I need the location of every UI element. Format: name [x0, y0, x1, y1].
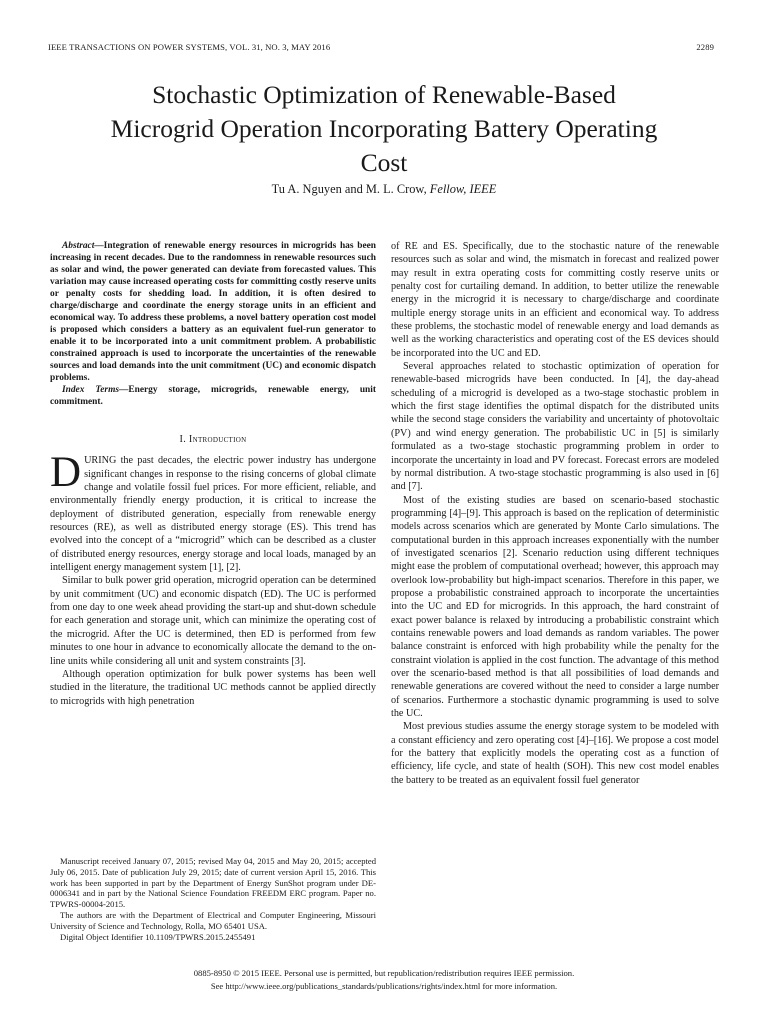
index-terms-text: —Energy storage, microgrids, renewable energy, unit commitment.: [50, 385, 376, 407]
index-terms: [50, 384, 376, 408]
right-paragraph-continued: of RE and ES. Specifically, due to the stochastic nature of the renewable resources such as solar and wind, the mismatch in forecast and realized power may result in extra operating costs for committing costly reserve units or penalty cost for curtailing demand. In addition, to better utilize the renewable energy in the microgrid it is necessary to charge/discharge and coordinate multiple energy storage units in an efficient and economical way. To address these problems, the stochastic model of renewable energy and load demands as well as the working characteristics and operating cost of the ES devices should be incorporated into the UC and ED.: [391, 241, 719, 359]
right-paragraph-3: Most previous studies assume the energy storage system to be modeled with a constant efficiency and zero operating cost [4]–[16]. We propose a cost model for the battery that explicitly models the operating cost as a function of efficiency, life cycle, and state of health (SOH). This new cost model enables the battery to be treated as an equivalent fossil fuel generator: [391, 721, 719, 786]
journal-citation: IEEE TRANSACTIONS ON POWER SYSTEMS, VOL. 31, NO. 3, MAY 2016: [48, 42, 331, 52]
footnote-doi: Digital Object Identifier 10.1109/TPWRS.2015.2455491: [60, 931, 256, 942]
right-column: [391, 240, 719, 787]
rights-link-line: See http://www.ieee.org/publications_standards/publications/rights/index.html for more information.: [210, 980, 558, 991]
section-heading-introduction: I. Introduction: [179, 434, 247, 445]
drop-cap: D: [50, 449, 82, 497]
right-paragraph-2: Most of the existing studies are based on scenario-based stochastic programming [4]–[9]. This approach is based on the replication of deterministic models across scenarios which are generated by Monte Carlo simulations. The computational burden in this approach increases exponentially with the number of investigated scenarios [2]. Scenario reduction using different techniques might ease the problem of computational overhead; however, this approach may overlook low-probability but high-impact scenarios. Therefore in this paper, we propose a probabilistic constrained approach to incorporate the uncertainties into the UC and ED for microgrids. In this approach, the hard constraint of exact power balance is relaxed by introducing a probabilistic constraint which contains renewable powers and load demands as random variables. The power balance constraint is enforced with high probability while the penalty for the constraint violation is applied in the cost function. The advantage of this method over the scenario-based method is that all possibilities of load demands and renewable generations are covered without the need to consider a large number of scenarios. Furthermore a stochastic dynamic programming is used to solve the UC.: [391, 494, 719, 720]
index-terms-label: Index Terms: [62, 385, 120, 395]
intro-paragraph-1-text: URING the past decades, the electric power industry has undergone significant changes in response to the rising concerns of global climate change and volatile fossil fuel prices. For more efficient, reliable, and environmentally friendly energy production, it is critical to increase the deployment of distributed generation, especially from renewable energy resources (RE), as well as distributed energy storage (ES). This trend has evolved into the concept of a “microgrid” which can be described as a cluster of distributed energy resources, energy storage and local loads, managed by an intelligent energy management system [1], [2].: [50, 455, 376, 574]
author-names: Tu A. Nguyen and M. L. Crow,: [271, 182, 430, 196]
copyright-footer: [0, 967, 768, 992]
abstract-label: Abstract: [62, 241, 95, 251]
author-line: [40, 182, 728, 197]
footnotes: [50, 856, 376, 942]
intro-paragraph-3: Although operation optimization for bulk power systems has been well studied in the literature, the traditional UC methods cannot be applied directly to microgrids with high penetration: [50, 668, 376, 707]
intro-paragraph-1: [50, 449, 376, 574]
title-line-1: Stochastic Optimization of Renewable-Based: [152, 80, 616, 109]
left-column: [50, 240, 376, 708]
intro-paragraph-2: Similar to bulk power grid operation, microgrid operation can be determined by unit commitment (UC) and economic dispatch (ED). The UC is performed from one day to one week ahead providing the start-up and shut-down schedule for each generation and storage unit, which can minimize the operating cost of the microgrid. After the UC is determined, then ED is performed from few minutes to one hour in advance to economically allocate the demand to the on-line units while considering all unit and system constraints [3].: [50, 575, 376, 667]
footnote-manuscript: Manuscript received January 07, 2015; revised May 04, 2015 and May 20, 2015; accepted July 06, 2015. Date of publication July 29, 2015; date of current version April 15, 2016. This work has been supported in part by the Department of Energy SunShot program under DE-0006341 and in part by the National Science Foundation FREEDM ERC program. Paper no. TPWRS-00004-2015.: [50, 856, 376, 910]
copyright-line: 0885-8950 © 2015 IEEE. Personal use is permitted, but republication/redistribution requires IEEE permission.: [193, 968, 575, 978]
abstract-text: —Integration of renewable energy resources in microgrids has been increasing in recent decades. Due to the randomness in renewable resources such as solar and wind, the power generated can deviate from forecasted values. This variation may cause increased operating costs for committing costly reserve units or penalty costs for shedding load. In addition, it is often desired to charge/discharge and coordinate the energy storage units in an efficient and economical way. To address these problems, a novel battery operation cost model is proposed which considers a battery as an equivalent fuel-run generator to enable it to be incorporated into a unit commitment problem. A probabilistic constrained approach is used to incorporate the uncertainties of the renewable sources and load demands into the unit commitment (UC) and economic dispatch problems.: [50, 241, 376, 383]
paper-title: [40, 78, 728, 180]
page-number: 2289: [696, 42, 714, 52]
footnote-authors: The authors are with the Department of Electrical and Computer Engineering, Missouri University of Science and Technology, Rolla, MO 65401 USA.: [50, 909, 376, 931]
title-line-3: Cost: [360, 148, 408, 177]
title-line-2: Microgrid Operation Incorporating Battery Operating: [110, 114, 658, 143]
running-header: [48, 42, 714, 52]
right-paragraph-1: Several approaches related to stochastic optimization of operation for renewable-based microgrids have been conducted. In [4], the day-ahead scheduling of a microgrid is developed as a two-stage stochastic problem in which the first stage identifies the optimal dispatch for the distributed units while the second stage considers the variability and uncertainty of photovoltaic (PV) and wind energy generation. The probabilistic UC in [5] is similarly formulated as a two-stage stochastic programming problem in order to incorporate the uncertainty in load and PV forecast. Forecast errors are modeled by normal distribution. A two-stage stochastic programming is also used in [6] and [7].: [391, 361, 719, 493]
abstract: [50, 240, 376, 384]
author-affiliation: Fellow, IEEE: [429, 182, 497, 196]
